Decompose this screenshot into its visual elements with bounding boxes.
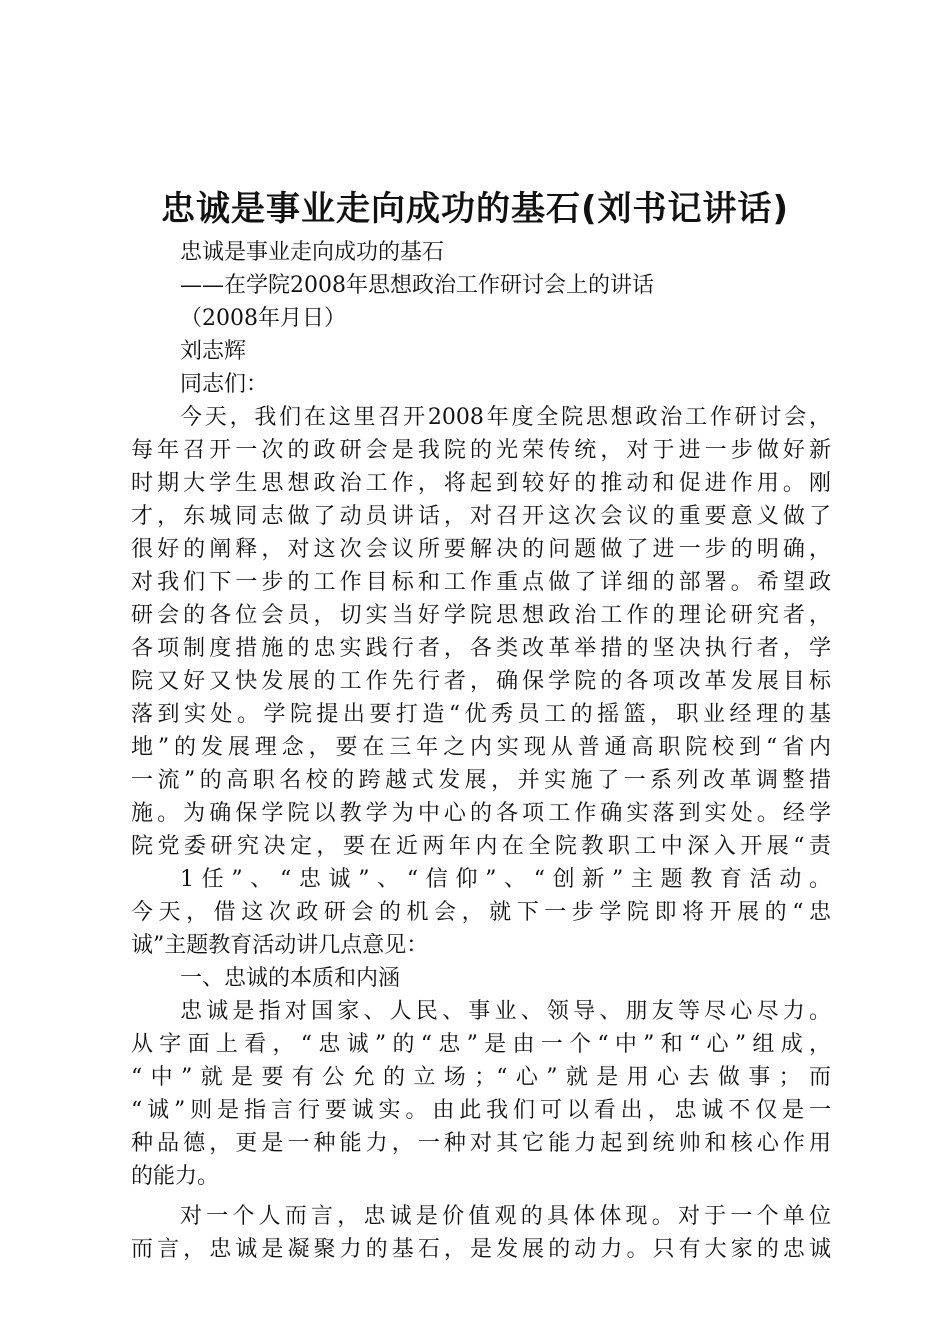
- text-line: 而言，忠诚是凝聚力的基石，是发展的动力。只有大家的忠诚: [131, 1237, 831, 1262]
- text-line: 才，东城同志做了动员讲话，对召开这次会议的重要意义做了: [131, 504, 831, 529]
- text-line: 研会的各位会员，切实当好学院思想政治工作的理论研究者，: [131, 603, 831, 628]
- text-line: 每年召开一次的政研会是我院的光荣传统，对于进一步做好新: [131, 438, 831, 463]
- text-line: 院党委研究决定，要在近两年内在全院教职工中深入开展“责: [131, 834, 831, 859]
- text-line: 院又好又快发展的工作先行者，确保学院的各项改革发展目标: [131, 669, 831, 694]
- text-line: “诚”则是指言行要诚实。由此我们可以看出，忠诚不仅是一: [131, 1098, 831, 1123]
- section-heading: 一、忠诚的本质和内涵: [180, 966, 401, 991]
- text-line: 施。为确保学院以教学为中心的各项工作确实落到实处。经学: [131, 801, 831, 826]
- paragraph-loyalty-definition: [131, 995, 831, 1193]
- text-line: 落到实处。学院提出要打造“优秀员工的摇篮，职业经理的基: [131, 702, 831, 727]
- text-line: “中”就是要有公允的立场；“心”就是用心去做事；而: [131, 1065, 831, 1090]
- text-line: 时期大学生思想政治工作，将起到较好的推动和促进作用。刚: [131, 471, 831, 496]
- date-line: （2008年月日）: [180, 306, 346, 331]
- text-line: 诚”主题教育活动讲几点意见：: [131, 933, 429, 958]
- text-line: 地”的发展理念，要在三年之内实现从普通高职院校到“省内: [131, 735, 831, 760]
- speech-occasion-line: ——在学院2008年思想政治工作研讨会上的讲话: [180, 273, 654, 298]
- text-line: 的能力。: [131, 1164, 220, 1189]
- document-title: 忠诚是事业走向成功的基石(刘书记讲话): [160, 189, 790, 229]
- paragraph-loyalty-values: [131, 1200, 831, 1266]
- text-line: 一流”的高职名校的跨越式发展，并实施了一系列改革调整措: [131, 768, 831, 793]
- text-line: 今天，借这次政研会的机会，就下一步学院即将开展的“忠: [131, 900, 831, 925]
- text-line: 很好的阐释，对这次会议所要解决的问题做了进一步的明确，: [131, 537, 831, 562]
- text-line: 种品德，更是一种能力，一种对其它能力起到统帅和核心作用: [131, 1131, 831, 1156]
- text-line: 今天，我们在这里召开2008年度全院思想政治工作研讨会，: [180, 405, 831, 430]
- text-line: 各项制度措施的忠实践行者，各类改革举措的坚决执行者，学: [131, 636, 831, 661]
- text-line: 忠诚是指对国家、人民、事业、领导、朋友等尽心尽力。: [180, 999, 831, 1024]
- paragraph-opening: [131, 401, 831, 863]
- salutation: 同志们：: [180, 372, 269, 397]
- text-line: 对我们下一步的工作目标和工作重点做了详细的部署。希望政: [131, 570, 831, 595]
- document-body: [131, 236, 831, 1266]
- subtitle-line: 忠诚是事业走向成功的基石: [180, 240, 445, 265]
- text-line: 从字面上看，“忠诚”的“忠”是由一个“中”和“心”组成，: [131, 1032, 831, 1057]
- paragraph-spacer: [131, 1193, 831, 1200]
- text-line: 1任”、“忠诚”、“信仰”、“创新”主题教育活动。: [180, 867, 831, 892]
- text-line: 对一个人而言，忠诚是价值观的具体体现。对于一个单位: [180, 1204, 831, 1229]
- speaker-name: 刘志辉: [180, 339, 247, 364]
- paragraph-theme-education: [131, 863, 831, 962]
